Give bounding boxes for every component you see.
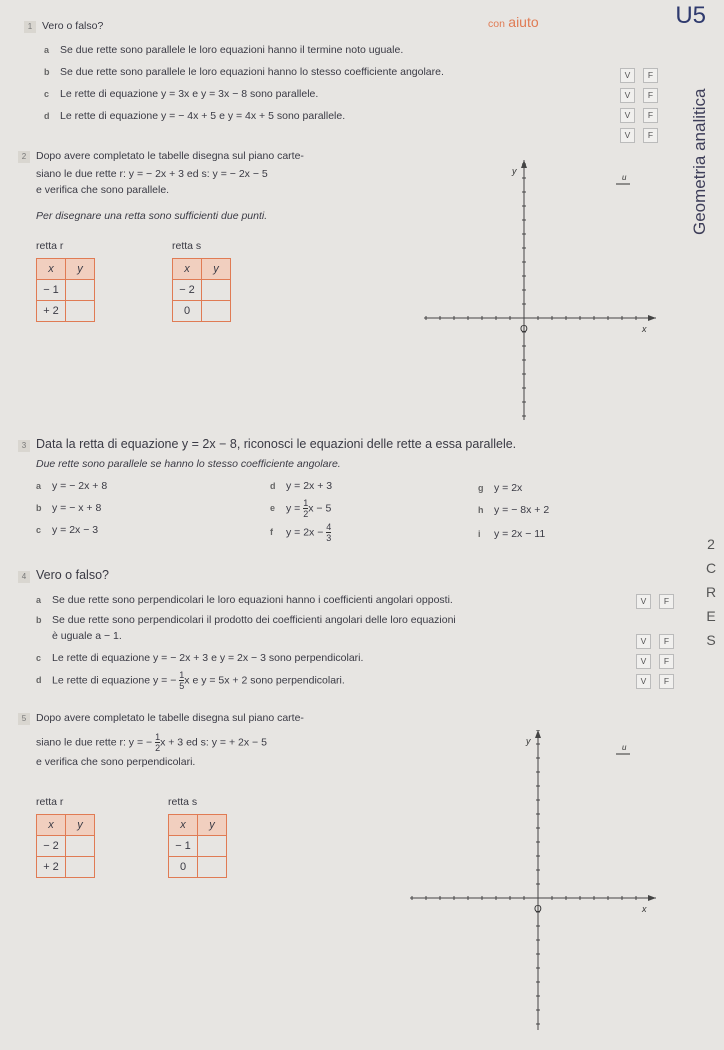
ex4-vf-a[interactable]: V F xyxy=(636,594,682,609)
ex3-option-d[interactable]: d y = 2x + 3 xyxy=(270,480,333,492)
ex3-option-e[interactable]: e y = $\frac{1}{2}$ x − 5 xyxy=(270,498,332,519)
ex5-r-y1[interactable] xyxy=(66,836,95,857)
ex2-s-y1[interactable] xyxy=(202,280,231,301)
ex5-line3: e verifica che sono perpendicolari. xyxy=(36,756,196,768)
ex2-r-y1[interactable] xyxy=(66,280,95,301)
ex3-option-b[interactable]: b y = − x + 8 xyxy=(36,502,102,514)
ex4-item-a: a Se due rette sono perpendicolari le loro equazioni hanno i coefficienti angolari opposti. xyxy=(36,594,453,606)
ex2-cartesian-plane[interactable] xyxy=(424,160,664,420)
ex3-title: 3 Data la retta di equazione y = 2x − 8, riconosci le equazioni delle rette a essa parallele. xyxy=(18,437,516,452)
ex2-s-y2[interactable] xyxy=(202,301,231,322)
ex5-s-y2[interactable] xyxy=(198,857,227,878)
ex3-option-g[interactable]: g y = 2x xyxy=(478,482,523,494)
ex3-hint: Due rette sono parallele se hanno lo stesso coefficiente angolare. xyxy=(36,458,341,470)
side-tab xyxy=(688,50,710,240)
ex5-table-s-title: retta s xyxy=(168,796,198,808)
ex5-table-r-title: retta r xyxy=(36,796,64,808)
ex2-line1: 2 Dopo avere completato le tabelle disegna sul piano carte- xyxy=(18,150,304,163)
ex2-table-s: x y − 2 0 xyxy=(172,258,231,322)
side-label: Geometria analitica xyxy=(690,88,709,235)
ex1-item-a: a Se due rette sono parallele le loro equazioni hanno il termine noto uguale. xyxy=(44,44,404,56)
ex5-line1: 5 Dopo avere completato le tabelle disegna sul piano carte- xyxy=(18,712,304,725)
x-arrow xyxy=(648,315,656,321)
ex2-table-s-title: retta s xyxy=(172,240,202,252)
ex3-option-a[interactable]: a y = − 2x + 8 xyxy=(36,480,108,492)
ex5-s-y1[interactable] xyxy=(198,836,227,857)
y-arrow xyxy=(535,730,541,738)
y-axis-label: y xyxy=(512,166,517,176)
unit-number: U5 xyxy=(675,2,706,29)
ex1-item-d: d Le rette di equazione y = − 4x + 5 e y = 4x + 5 sono parallele. xyxy=(44,110,346,122)
ex1-vf-b[interactable]: V F xyxy=(620,68,666,83)
ex1-item-c: c Le rette di equazione y = 3x e y = 3x − 8 sono parallele. xyxy=(44,88,319,100)
aiuto-badge: con aiuto xyxy=(488,14,539,30)
ex2-line3: e verifica che sono parallele. xyxy=(36,184,170,196)
ex1-item-b: b Se due rette sono parallele le loro equazioni hanno lo stesso coefficiente angolare. xyxy=(44,66,444,78)
ex3-option-i[interactable]: i y = 2x − 11 xyxy=(478,528,546,540)
ex2-table-r-title: retta r xyxy=(36,240,64,252)
ex3-option-c[interactable]: c y = 2x − 3 xyxy=(36,524,99,536)
ex4-item-b: b Se due rette sono perpendicolari il prodotto dei coefficienti angolari delle loro equazioni xyxy=(36,614,456,626)
ex5-table-s: x y − 1 0 xyxy=(168,814,227,878)
ex4-vf-d[interactable]: V F xyxy=(636,674,682,689)
ex5-table-r: x y − 2 + 2 xyxy=(36,814,95,878)
ex1-vf-d[interactable]: V F xyxy=(620,108,666,123)
unit-label: u xyxy=(622,743,627,752)
origin-label: O xyxy=(534,904,542,915)
ex5-r-y2[interactable] xyxy=(66,857,95,878)
x-axis-label: x xyxy=(642,324,647,334)
side-letters: 2 C R E S xyxy=(706,536,717,648)
y-axis-label: y xyxy=(526,736,531,746)
ex4-heading: 4 Vero o falso? xyxy=(18,568,109,583)
ex4-item-c: c Le rette di equazione y = − 2x + 3 e y = 2x − 3 sono perpendicolari. xyxy=(36,652,364,664)
ex5-line2: siano le due rette r: y = − $\frac{1}{2}$ x + 3 ed s: y = + 2x − 5 xyxy=(36,732,267,753)
ex2-line2: siano le due rette r: y = − 2x + 3 ed s: y = − 2x − 5 xyxy=(36,168,268,180)
x-arrow xyxy=(648,895,656,901)
ex2-table-r: x y − 1 + 2 xyxy=(36,258,95,322)
x-axis-label: x xyxy=(642,904,647,914)
origin-label: O xyxy=(520,324,528,335)
ex4-item-b-cont: è uguale a − 1. xyxy=(52,630,122,642)
ex1-heading: 1 Vero o falso? xyxy=(24,20,103,33)
ex2-r-y2[interactable] xyxy=(66,301,95,322)
ex4-vf-b[interactable]: V F xyxy=(636,634,682,649)
ex1-vf-c[interactable]: V F xyxy=(620,88,666,103)
ex1-vf-e[interactable]: V F xyxy=(620,128,666,143)
ex3-option-h[interactable]: h y = − 8x + 2 xyxy=(478,504,550,516)
ex3-option-f[interactable]: f y = 2x − $\frac{4}{3}$ xyxy=(270,522,332,543)
unit-label: u xyxy=(622,173,627,182)
ex4-vf-c[interactable]: V F xyxy=(636,654,682,669)
ex4-item-d: d Le rette di equazione y = − $\frac{1}{5}$ x e y = 5x + 2 sono perpendicolari. xyxy=(36,670,345,691)
ex5-cartesian-plane[interactable] xyxy=(410,730,660,1030)
ex2-hint: Per disegnare una retta sono sufficienti due punti. xyxy=(36,210,268,222)
